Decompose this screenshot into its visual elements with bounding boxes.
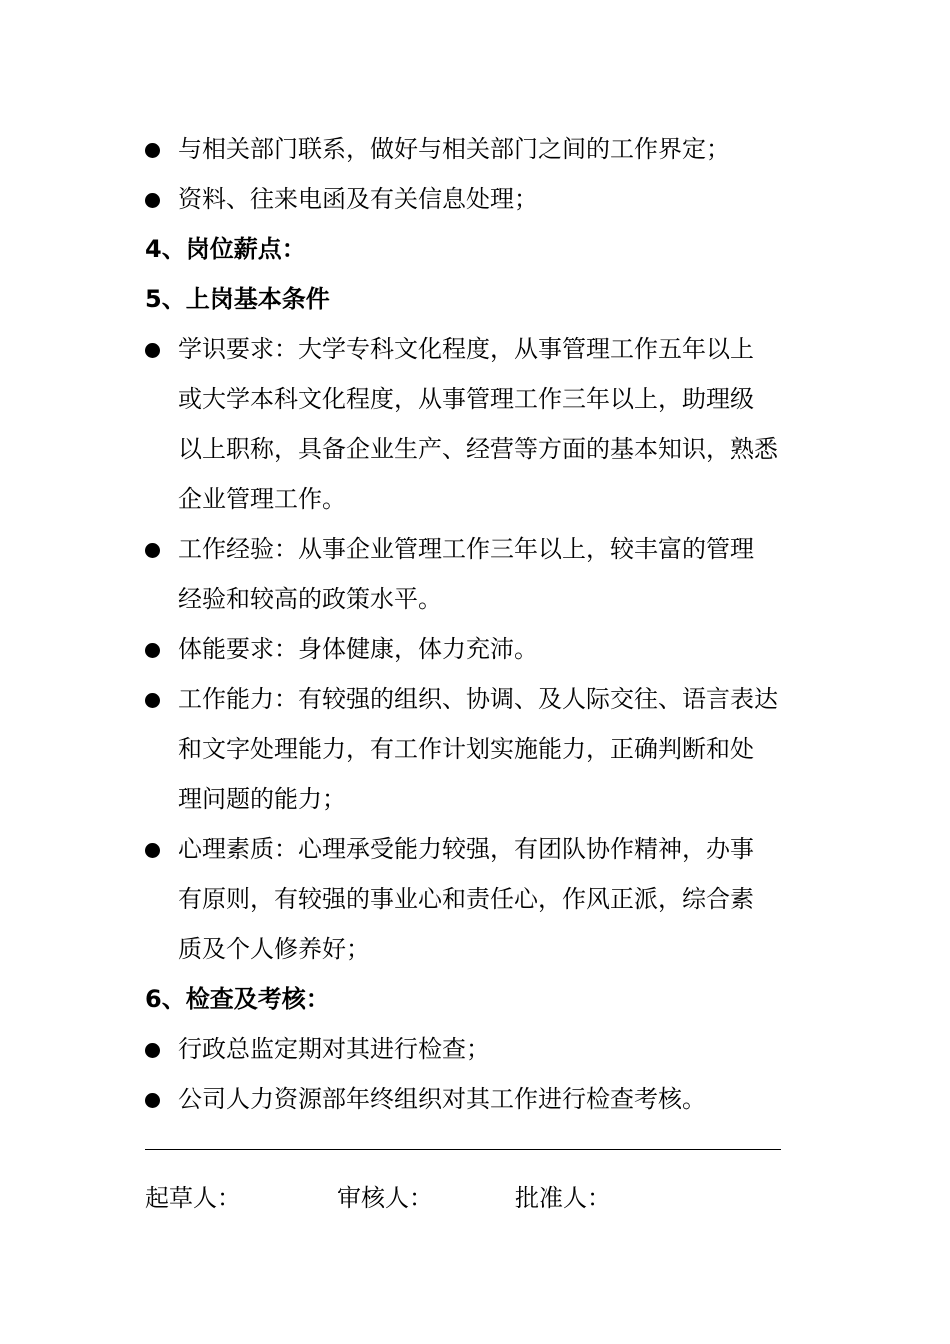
approver-label: 批准人： xyxy=(515,1184,611,1212)
list-item-continuation: 经验和较高的政策水平。 xyxy=(178,585,442,613)
section-heading-requirements: 5、上岗基本条件 xyxy=(145,285,330,313)
bullet-icon xyxy=(145,543,160,558)
bullet-icon xyxy=(145,143,160,158)
list-item-continuation: 以上职称，具备企业生产、经营等方面的基本知识，熟悉 xyxy=(178,435,778,463)
list-item xyxy=(145,174,825,224)
list-item-text: 心理素质：心理承受能力较强，有团队协作精神，办事 xyxy=(178,835,754,863)
section-heading-review: 6、检查及考核： xyxy=(145,985,330,1013)
divider xyxy=(145,1124,825,1172)
list-item-text: 工作能力：有较强的组织、协调、及人际交往、语言表达 xyxy=(178,685,778,713)
bullet-icon xyxy=(145,643,160,658)
list-item xyxy=(145,624,825,674)
bullet-icon xyxy=(145,843,160,858)
list-item-text: 公司人力资源部年终组织对其工作进行检查考核。 xyxy=(178,1085,706,1113)
list-item-text: 行政总监定期对其进行检查； xyxy=(178,1035,490,1063)
list-item-text: 体能要求：身体健康，体力充沛。 xyxy=(178,635,538,663)
list-item-continuation: 和文字处理能力，有工作计划实施能力，正确判断和处 xyxy=(178,735,754,763)
bullet-icon xyxy=(145,1093,160,1108)
list-item-continuation: 有原则，有较强的事业心和责任心，作风正派，综合素 xyxy=(178,885,754,913)
list-item-continuation: 质及个人修养好； xyxy=(178,935,370,963)
list-item-continuation: 或大学本科文化程度，从事管理工作三年以上，助理级 xyxy=(178,385,754,413)
signature-row xyxy=(145,1172,825,1224)
divider-line xyxy=(145,1149,781,1150)
reviewer-label: 审核人： xyxy=(337,1184,433,1212)
section-heading-salary: 4、岗位薪点： xyxy=(145,235,306,263)
list-item-text: 资料、往来电函及有关信息处理； xyxy=(178,185,538,213)
list-item xyxy=(145,824,825,874)
list-item-text: 学识要求：大学专科文化程度，从事管理工作五年以上 xyxy=(178,335,754,363)
list-item xyxy=(145,124,825,174)
list-item-text: 与相关部门联系，做好与相关部门之间的工作界定； xyxy=(178,135,730,163)
list-item xyxy=(145,674,825,724)
list-item xyxy=(145,524,825,574)
list-item xyxy=(145,1074,825,1124)
list-item xyxy=(145,324,825,374)
bullet-icon xyxy=(145,343,160,358)
list-item-text: 工作经验：从事企业管理工作三年以上，较丰富的管理 xyxy=(178,535,754,563)
list-item-continuation: 企业管理工作。 xyxy=(178,485,346,513)
bullet-icon xyxy=(145,693,160,708)
drafter-label: 起草人： xyxy=(145,1184,241,1212)
bullet-icon xyxy=(145,193,160,208)
document-page xyxy=(145,124,825,1224)
bullet-icon xyxy=(145,1043,160,1058)
list-item-continuation: 理问题的能力； xyxy=(178,785,346,813)
list-item xyxy=(145,1024,825,1074)
